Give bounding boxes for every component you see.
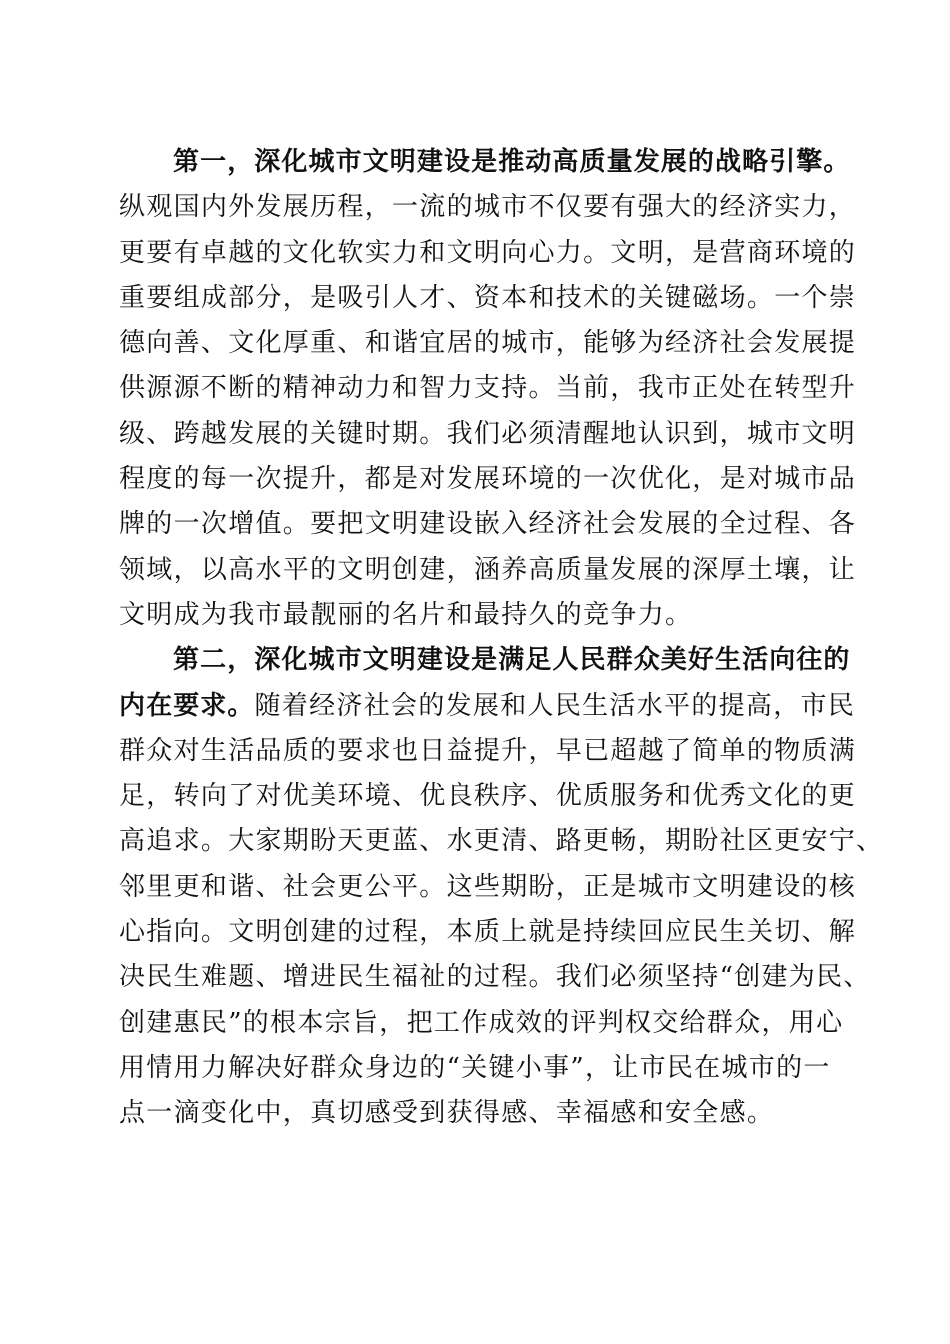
paragraph-1-line-5: 供源源不断的精神动力和智力支持。当前，我市正处在转型升 <box>119 373 857 404</box>
paragraph-1-line-9: 领域，以高水平的文明创建，涵养高质量发展的深厚土壤，让 <box>119 554 857 585</box>
paragraph-2-line-6: 心指向。文明创建的过程，本质上就是持续回应民生关切、解 <box>119 917 857 948</box>
paragraph-2-line-9: 用情用力解决好群众身边的“关键小事”，让市民在城市的一 <box>119 1052 831 1083</box>
paragraph-1-heading: 第一，深化城市文明建设是推动高质量发展的战略引擎。 <box>173 147 851 177</box>
paragraph-2-line-2: 群众对生活品质的要求也日益提升，早已超越了简单的物质满 <box>119 735 857 766</box>
paragraph-1-line-10: 文明成为我市最靓丽的名片和最持久的竞争力。 <box>119 599 693 630</box>
paragraph-2-line-1-text: 随着经济社会的发展和人民生活水平的提高，市民 <box>254 690 856 721</box>
paragraph-2 <box>119 638 884 1136</box>
paragraph-2-line-4: 高追求。大家期盼天更蓝、水更清、路更畅，期盼社区更安宁、 <box>119 826 884 857</box>
paragraph-2-line-1 <box>119 684 856 729</box>
paragraph-2-heading-end: 内在要求。 <box>119 690 255 721</box>
paragraph-1-line-7: 程度的每一次提升，都是对发展环境的一次优化，是对城市品 <box>119 464 857 495</box>
document-body <box>119 140 884 1137</box>
paragraph-1-line-1: 纵观国内外发展历程，一流的城市不仅要有强大的经济实力， <box>119 192 857 223</box>
paragraph-1 <box>119 140 857 638</box>
paragraph-1-line-3: 重要组成部分，是吸引人才、资本和技术的关键磁场。一个崇 <box>119 282 857 313</box>
paragraph-1-line-4: 德向善、文化厚重、和谐宜居的城市，能够为经济社会发展提 <box>119 328 857 359</box>
paragraph-1-line-8: 牌的一次增值。要把文明建设嵌入经济社会发展的全过程、各 <box>119 509 857 540</box>
paragraph-2-line-10: 点一滴变化中，真切感受到获得感、幸福感和安全感。 <box>119 1098 775 1129</box>
paragraph-2-line-8: 创建惠民”的根本宗旨，把工作成效的评判权交给群众，用心 <box>119 1007 844 1038</box>
paragraph-1-line-6: 级、跨越发展的关键时期。我们必须清醒地认识到，城市文明 <box>119 418 857 449</box>
paragraph-2-line-7: 决民生难题、增进民生福祉的过程。我们必须坚持“创建为民、 <box>119 962 871 993</box>
paragraph-2-heading: 第二，深化城市文明建设是满足人民群众美好生活向往的 <box>173 645 851 676</box>
paragraph-2-line-5: 邻里更和谐、社会更公平。这些期盼，正是城市文明建设的核 <box>119 871 857 902</box>
paragraph-2-line-3: 足，转向了对优美环境、优良秩序、优质服务和优秀文化的更 <box>119 781 857 812</box>
paragraph-1-line-2: 更要有卓越的文化软实力和文明向心力。文明，是营商环境的 <box>119 237 857 268</box>
